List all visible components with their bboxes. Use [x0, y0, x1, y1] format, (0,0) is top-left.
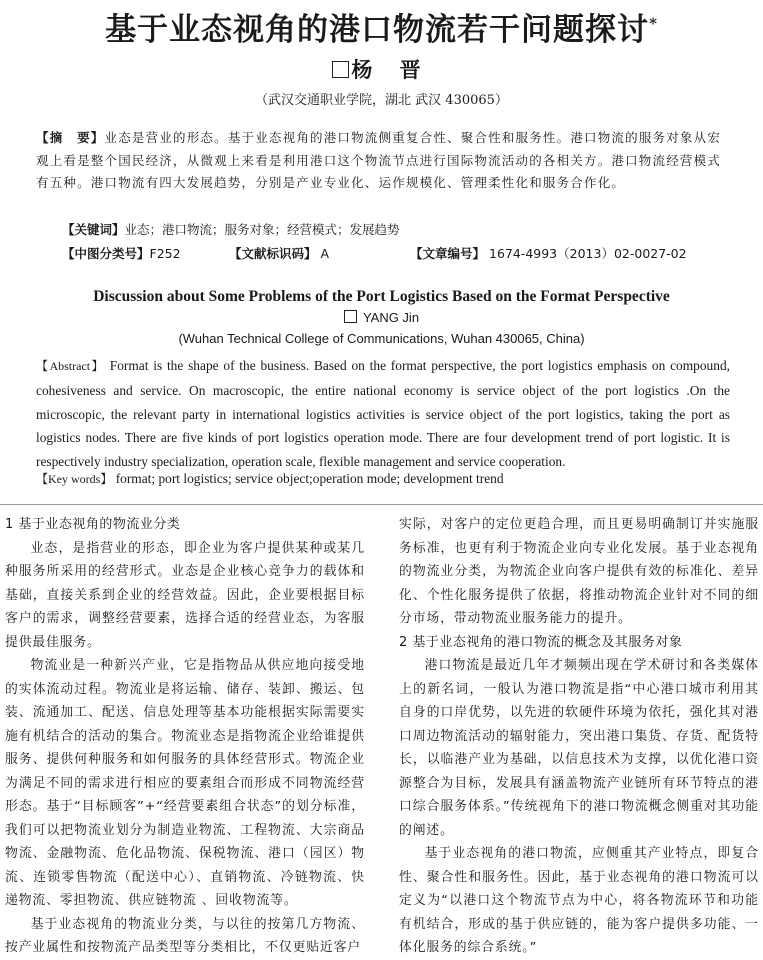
- section-heading-2: 2 基于业态视角的港口物流的概念及其服务对象: [399, 634, 683, 650]
- paragraph: 港口物流是最近几年才频频出现在学术研讨和各类媒体上的新名词，一般认为港口物流是指“中心港口城市利用其自身的口岸优势，以先进的软硬件环境为依托，强化其对港口周边物流活动的辐射能力，突出港口集货、存货、配货特长，以临港产业为基础，以信息技术为支撑，以优化港口资源整合为目标，发展具有涵盖物流产业链所有环节特点的港口综合服务体系。”传统视角下的港口物流概念侧重对其功能的阐述。: [399, 658, 759, 838]
- article-number: [410, 244, 687, 262]
- paragraph: 实际，对客户的定位更趋合理，而且更易明确制订并实施服务标准，也更有利于物流企业向专业化发展。基于业态视角的物流业分类，为物流企业向客户提供有效的标准化、差异化、个性化服务提供了依据，将推动物流企业针对不同的细分市场，带动物流业服务能力的提升。: [399, 517, 759, 626]
- english-affiliation: (Wuhan Technical College of Communications, Wuhan 430065, China): [178, 331, 585, 346]
- english-keywords-text: format; port logistics; service object;operation mode; development trend: [115, 471, 504, 486]
- square-icon: [344, 310, 357, 323]
- author: [0, 54, 763, 84]
- title-footnote-mark: *: [649, 14, 658, 33]
- article-number-value: 1674-4993（2013）02-0027-02: [489, 246, 687, 261]
- section-divider: [0, 504, 763, 505]
- english-title: Discussion about Some Problems of the Port Logistics Based on the Format Perspective: [93, 288, 670, 305]
- right-column: [399, 513, 759, 960]
- english-abstract: [36, 354, 730, 474]
- paragraph: 基于业态视角的港口物流，应侧重其产业特点，即复合性、聚合性和服务性。因此，基于业态视角的港口物流可以定义为“以港口这个物流节点为中心，将各物流环节和功能有机结合，形成的基于供应链的，能为客户提供多功能、一体化服务的综合系统。”: [399, 846, 759, 955]
- cn-abstract-text: 业态是营业的形态。基于业态视角的港口物流侧重复合性、聚合性和服务性。港口物流的服务对象从宏观上看是整个国民经济，从微观上来看是利用港口这个物流节点进行国际物流活动的各相关方。港口物流经营模式有五种。港口物流有四大发展趋势，分别是产业专业化、运作规模化、管理柔性化和服务合作化。: [36, 130, 722, 190]
- doc-code-value: A: [320, 246, 330, 261]
- english-keywords: [36, 470, 504, 487]
- title-text: 基于业态视角的港口物流若干问题探讨: [105, 12, 650, 48]
- cn-abstract: [36, 127, 730, 195]
- paragraph: 基于业态视角的物流业分类，与以往的按第几方物流、按产业属性和按物流产品类型等分类相比，不仅更贴近客户: [5, 916, 365, 955]
- english-author-name: YANG Jin: [362, 310, 420, 325]
- english-author: [0, 310, 763, 325]
- cn-keywords: [62, 220, 400, 238]
- paper-title: [0, 4, 763, 49]
- clc-number: [62, 244, 181, 262]
- clc-label: 【中图分类号】: [62, 246, 150, 261]
- document-code: [229, 244, 329, 262]
- cn-abstract-label: 【摘 要】: [36, 130, 105, 145]
- english-abstract-text: Format is the shape of the business. Based on the format perspective, the port logistics emphasis on compound, cohesiveness and service. On macroscopic, the entire national economy is service object of the port logistics .On the microscopic, the relevant party in international logistics activities is service object of the port logistics, taking the port as logistics nodes. There are five kinds of port logistics operation mode. There are four development trend of port logistic. It is respectively industry specialization, operation scale, flexible management and service cooperation.: [36, 358, 730, 470]
- author-name: 杨 晋: [351, 57, 431, 82]
- clc-value: F252: [149, 246, 181, 261]
- section-heading-1: 1 基于业态视角的物流业分类: [5, 517, 181, 532]
- article-number-label: 【文章编号】: [410, 246, 486, 261]
- left-column: [5, 513, 365, 960]
- paragraph: 业态，是指营业的形态，即企业为客户提供某种或某几种服务所采用的经营形式。业态是企业核心竞争力的载体和基础，直接关系到企业的经营效益。因此，企业要根据目标客户的需求，调整经营要素，选择合适的经营业态，为客服提供最佳服务。: [5, 540, 365, 650]
- affiliation: （武汉交通职业学院，湖北 武汉 430065）: [255, 93, 508, 108]
- cn-keywords-text: 业态；港口物流；服务对象；经营模式；发展趋势: [124, 222, 400, 237]
- cn-keywords-label: 【关键词】: [62, 222, 125, 237]
- doc-code-label: 【文献标识码】: [229, 246, 317, 261]
- english-keywords-label: 【Key words】: [36, 472, 113, 486]
- square-icon: [332, 61, 349, 78]
- english-abstract-label: 【Abstract】: [36, 359, 105, 373]
- paragraph: 物流业是一种新兴产业，它是指物品从供应地向接受地的实体流动过程。物流业是将运输、储存、装卸、搬运、包装、流通加工、配送、信息处理等基本功能根据实际需要实施有机结合的活动的集合。物流业态是指物流企业给谁提供服务、提供何种服务和如何服务的具体经营形式。物流企业为满足不同的需求进行相应的要素组合而形成不同物流经营形态。基于“目标顾客”+“经营要素组合状态”的划分标准，我们可以把物流业划分为制造业物流、工程物流、大宗商品物流、金融物流、危化品物流、保税物流、港口（园区）物流、连锁零售物流（配送中心）、直销物流、冷链物流、快递物流、零担物流、供应链物流 、回收物流等。: [5, 658, 365, 908]
